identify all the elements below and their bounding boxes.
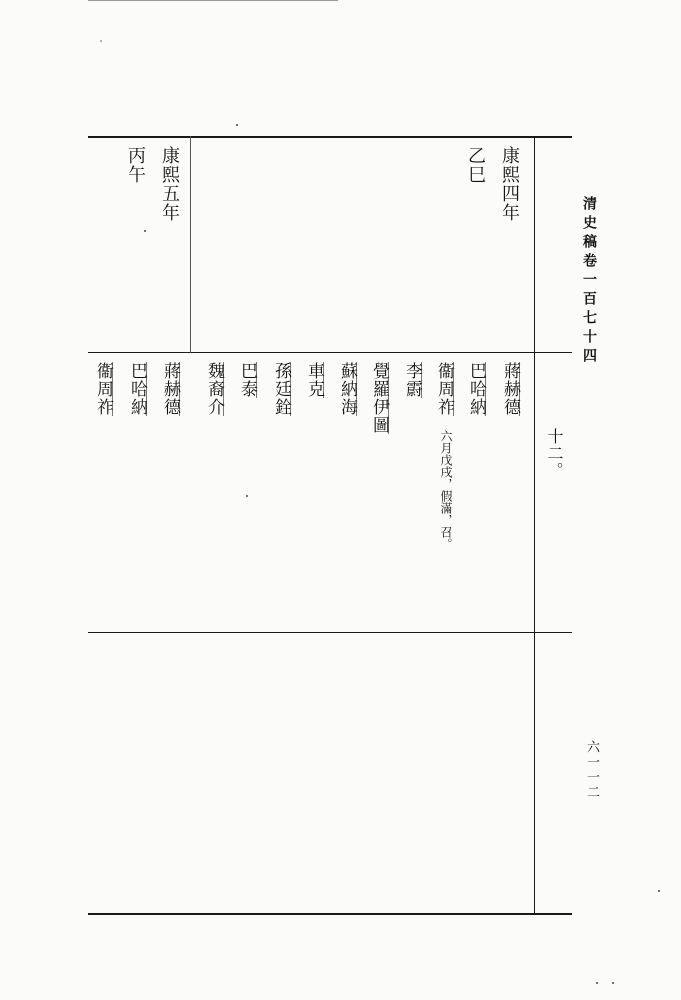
- year-era: 康熙五年: [159, 146, 180, 222]
- page-number: 六一一二: [584, 740, 599, 800]
- official-name: 巴哈納: [127, 362, 147, 416]
- official-name: 孫廷銓: [271, 362, 291, 416]
- top-edge-line: [88, 0, 338, 1]
- bottom-rule: [88, 913, 572, 915]
- scan-speck: [612, 982, 614, 984]
- running-title: 清史稿卷一百七十四: [581, 196, 597, 367]
- official-name: 覺羅伊圖: [369, 362, 389, 434]
- official-note: 六月戊戌，假滿，召。: [439, 430, 453, 550]
- scan-speck: [246, 495, 248, 497]
- official-name: 蘇納海: [337, 362, 357, 416]
- official-name: 衞周祚: [93, 362, 113, 416]
- scan-speck: [236, 124, 238, 126]
- official-name: 衞周祚: [434, 362, 454, 416]
- official-name: 巴泰: [237, 362, 257, 398]
- top-rule: [88, 136, 572, 138]
- right-border-rule: [534, 136, 535, 915]
- scan-speck: [100, 40, 102, 42]
- scan-speck: [144, 230, 146, 232]
- official-name: 車克: [304, 362, 324, 398]
- scan-speck: [658, 890, 660, 892]
- middle-rule-upper: [88, 352, 572, 353]
- official-name: 魏裔介: [204, 362, 224, 416]
- official-name: 巴哈納: [466, 362, 486, 416]
- year-count-note: 十二。: [545, 428, 564, 479]
- official-name: 蔣赫德: [500, 362, 520, 416]
- year-era: 康熙四年: [499, 146, 520, 222]
- official-name: 蔣赫德: [160, 362, 180, 416]
- official-name: 李霨: [402, 362, 422, 398]
- year-ganzhi: 乙巳: [465, 146, 486, 184]
- middle-rule-lower: [88, 632, 572, 633]
- scan-speck: [596, 982, 598, 984]
- year-divider-rule: [190, 136, 191, 353]
- year-ganzhi: 丙午: [125, 146, 146, 184]
